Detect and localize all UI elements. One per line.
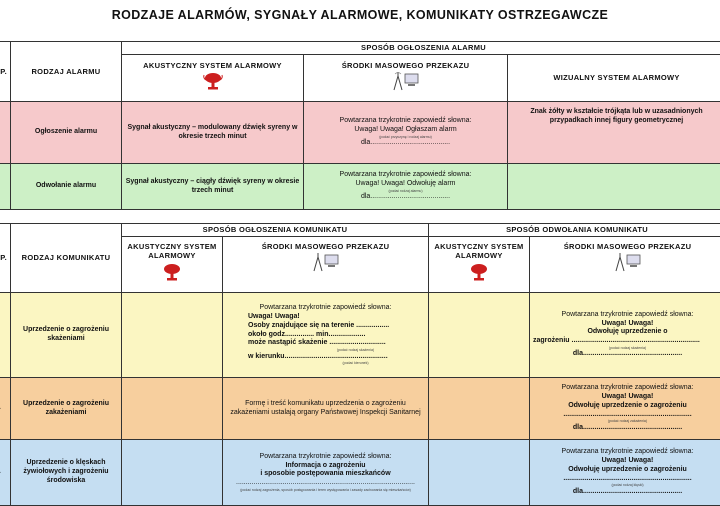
can-line: zagrożeniu .................................................................. xyxy=(533,337,720,346)
media-label: ŚRODKI MASOWEGO PRZEKAZU xyxy=(226,242,425,251)
media-header xyxy=(223,237,429,293)
row-number xyxy=(0,164,11,210)
can-line: Uwaga! Uwaga! xyxy=(533,457,720,466)
alarm-type: Ogłoszenie alarmu xyxy=(11,102,122,164)
ann-line: może nastąpić skażenie ............................. xyxy=(226,339,425,348)
media-label: ŚRODKI MASOWEGO PRZEKAZU xyxy=(533,242,720,251)
ann-line: Powtarzana trzykrotnie zapowiedź słowna: xyxy=(226,304,425,313)
acoustic-label: AKUSTYCZNY SYSTEM ALARMOWY xyxy=(125,61,300,70)
media-note: (podać rodzaj alarmu) xyxy=(307,189,504,193)
alarm-row-cancel xyxy=(0,164,720,210)
media-cancel xyxy=(530,293,720,378)
acoustic-signal: Sygnał akustyczny – ciągły dźwięk syreny w okresie trzech minut xyxy=(122,164,304,210)
ann-line: Uwaga! Uwaga! xyxy=(226,313,425,322)
acoustic-empty xyxy=(122,378,223,440)
acoustic-label: AKUSTYCZNY SYSTEM ALARMOWY xyxy=(125,242,219,261)
alarm-row-announce xyxy=(0,102,720,164)
ann-note: (podać rodzaj zagrożenia, sposób postępowania i teren występowania i zasady zachowania się mieszkańców) xyxy=(226,488,425,492)
document-title: RODZAJE ALARMÓW, SYGNAŁY ALARMOWE, KOMUNIKATY OSTRZEGAWCZE xyxy=(0,8,720,22)
col-num-header: P. xyxy=(0,224,11,293)
acoustic-empty xyxy=(429,378,530,440)
acoustic-header-cancel xyxy=(429,237,530,293)
can-line: .................................................................. xyxy=(533,411,720,420)
ann-note: (podać kierunek) xyxy=(226,361,425,365)
acoustic-label: AKUSTYCZNY SYSTEM ALARMOWY xyxy=(432,242,526,261)
row-number xyxy=(0,440,11,506)
can-line: dla................................................... xyxy=(533,424,720,433)
media-line-2: Uwaga! Uwaga! Odwołuję alarm xyxy=(307,180,504,189)
media-announcement xyxy=(304,164,508,210)
media-line-1: Powtarzana trzykrotnie zapowiedź słowna: xyxy=(307,171,504,180)
media-line-3: dla......................................... xyxy=(307,193,504,202)
can-line: Uwaga! Uwaga! xyxy=(533,320,720,329)
ann-line: Osoby znajdujące się na terenie ................. xyxy=(226,322,425,331)
media-note: (podać przyczynę i rodzaj alarmu) xyxy=(307,135,504,139)
comm-row-disaster xyxy=(0,440,720,506)
antenna-tv-icon xyxy=(533,251,720,273)
media-label: ŚRODKI MASOWEGO PRZEKAZU xyxy=(307,61,504,70)
media-announcement xyxy=(223,440,429,506)
ann-line: Powtarzana trzykrotnie zapowiedź słowna: xyxy=(226,453,425,462)
ann-line: i sposobie postępowania mieszkańców xyxy=(226,470,425,479)
col-comm-type-header: RODZAJ KOMUNIKATU xyxy=(11,224,122,293)
communication-table xyxy=(0,223,720,506)
media-line-3: dla......................................... xyxy=(307,139,504,148)
cancel-method-header: SPOSÓB ODWOŁANIA KOMUNIKATU xyxy=(429,224,720,237)
can-note: (podać rodzaj zakażenia) xyxy=(533,419,720,423)
col-num-header: P. xyxy=(0,42,11,102)
ann-line: Informacja o zagrożeniu xyxy=(226,462,425,471)
can-line: Odwołuję uprzedzenie o xyxy=(533,328,720,337)
media-announcement xyxy=(304,102,508,164)
media-line-1: Powtarzana trzykrotnie zapowiedź słowna: xyxy=(307,117,504,126)
can-line: Odwołuję uprzedzenie o zagrożeniu xyxy=(533,466,720,475)
antenna-tv-icon xyxy=(226,251,425,273)
comm-type: Uprzedzenie o zagrożeniu skażeniami xyxy=(11,293,122,378)
acoustic-empty xyxy=(122,293,223,378)
can-line: dla................................................... xyxy=(533,350,720,359)
row-number xyxy=(0,293,11,378)
siren-icon xyxy=(125,70,300,92)
can-note: (podać rodzaj klęski) xyxy=(533,483,720,487)
antenna-tv-icon xyxy=(307,70,504,92)
alarm-method-header: SPOSÓB OGŁOSZENIA ALARMU xyxy=(122,42,720,55)
media-line-2: Uwaga! Uwaga! Ogłaszam alarm xyxy=(307,126,504,135)
media-header xyxy=(304,55,508,102)
acoustic-signal: Sygnał akustyczny – modulowany dźwięk syreny w okresie trzech minut xyxy=(122,102,304,164)
can-line: Powtarzana trzykrotnie zapowiedź słowna: xyxy=(533,448,720,457)
visual-signal: Znak żółty w kształcie trójkąta lub w uzasadnionych przypadkach innej figury geometrycznej xyxy=(508,102,720,164)
can-line: Odwołuję uprzedzenie o zagrożeniu xyxy=(533,402,720,411)
can-line: Powtarzana trzykrotnie zapowiedź słowna: xyxy=(533,384,720,393)
acoustic-empty xyxy=(429,293,530,378)
can-line: Uwaga! Uwaga! xyxy=(533,393,720,402)
comm-row-contamination xyxy=(0,293,720,378)
acoustic-header xyxy=(122,55,304,102)
acoustic-empty xyxy=(122,440,223,506)
alarm-table xyxy=(0,41,720,210)
siren-icon xyxy=(125,261,219,283)
row-number xyxy=(0,102,11,164)
ann-note: (podać rodzaj skażenia) xyxy=(226,348,425,352)
acoustic-header xyxy=(122,237,223,293)
can-line: dla................................................... xyxy=(533,488,720,497)
announce-method-header: SPOSÓB OGŁOSZENIA KOMUNIKATU xyxy=(122,224,429,237)
alarm-type: Odwołanie alarmu xyxy=(11,164,122,210)
media-cancel xyxy=(530,440,720,506)
can-line: Powtarzana trzykrotnie zapowiedź słowna: xyxy=(533,311,720,320)
comm-type: Uprzedzenie o klęskach żywiołowych i zagrożeniu środowiska xyxy=(11,440,122,506)
col-alarm-type-header: RODZAJ ALARMU xyxy=(11,42,122,102)
can-note: (podać rodzaj skażenia) xyxy=(533,346,720,350)
comm-type: Uprzedzenie o zagrożeniu zakażeniami xyxy=(11,378,122,440)
media-header-cancel xyxy=(530,237,720,293)
siren-icon xyxy=(432,261,526,283)
visual-header: WIZUALNY SYSTEM ALARMOWY xyxy=(508,55,720,102)
media-announcement: Formę i treść komunikatu uprzedzenia o zagrożeniu zakażeniami ustalają organy Państwowej Inspekcji Sanitarnej xyxy=(223,378,429,440)
media-announcement xyxy=(223,293,429,378)
row-number xyxy=(0,378,11,440)
acoustic-empty xyxy=(429,440,530,506)
ann-line: w kierunku..................................................... xyxy=(226,353,425,362)
comm-row-infection xyxy=(0,378,720,440)
can-line: .................................................................. xyxy=(533,475,720,484)
visual-signal xyxy=(508,164,720,210)
ann-line: ............................................................................................ xyxy=(226,479,425,488)
ann-line: około godz............... min................... xyxy=(226,331,425,340)
media-cancel xyxy=(530,378,720,440)
